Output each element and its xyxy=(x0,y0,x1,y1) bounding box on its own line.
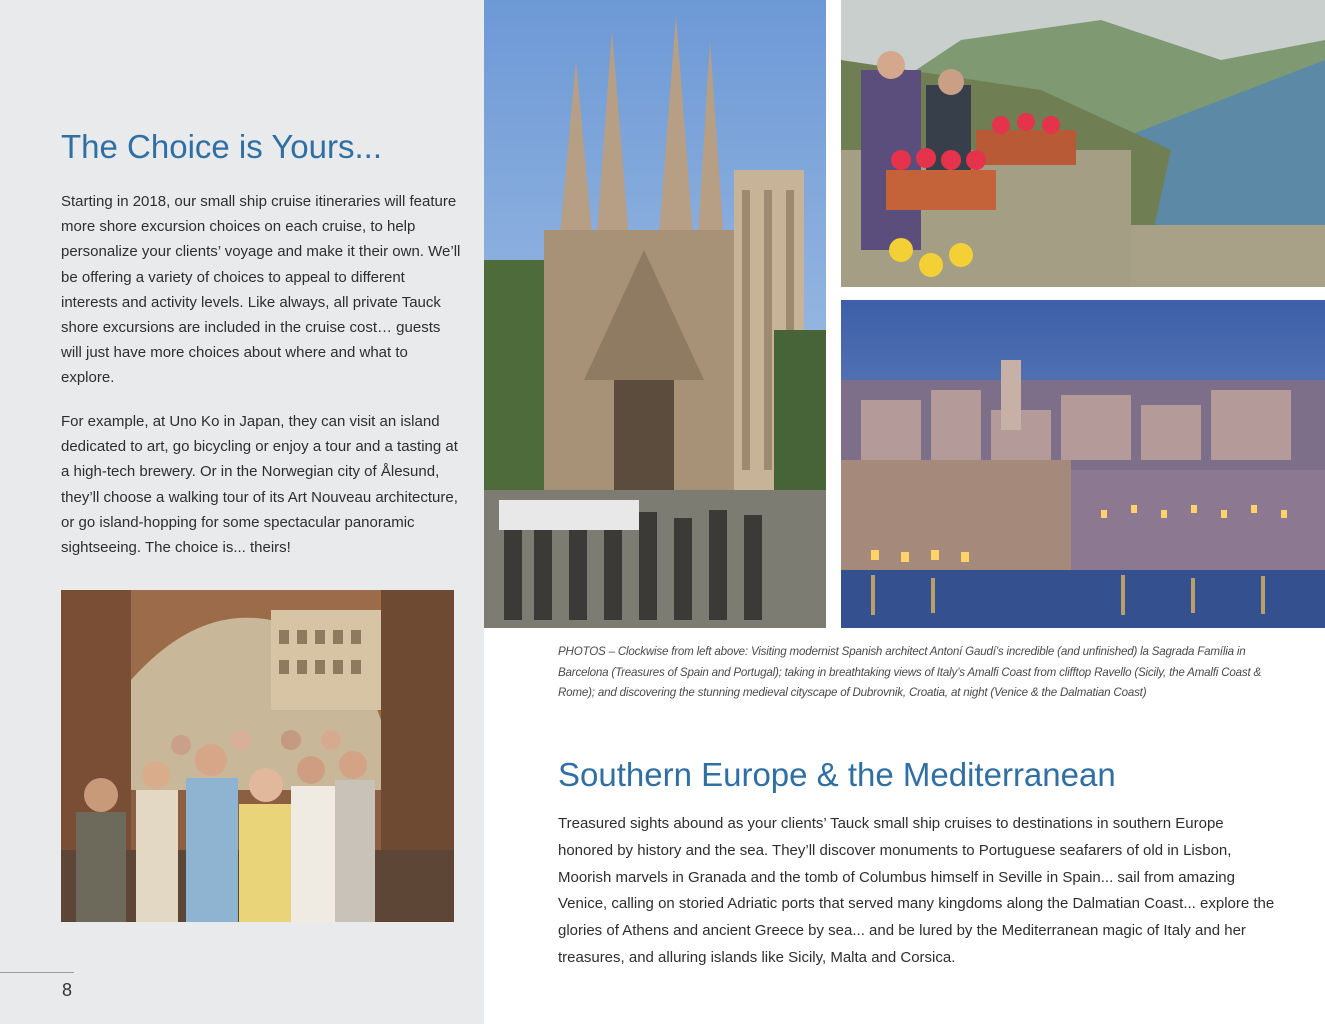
choice-heading: The Choice is Yours... xyxy=(61,128,383,165)
colosseum-group-photo xyxy=(61,590,454,922)
page-number-rule xyxy=(0,972,74,973)
southern-europe-heading: Southern Europe & the Mediterranean xyxy=(558,756,1116,793)
choice-paragraph-2: For example, at Uno Ko in Japan, they can visit an island dedicated to art, go bicycling or enjoy a tour and a tasting at a high-tech brewery. Or in the Norwegian city of Ålesund, they’ll choose a walking tour of its Art Nouveau architecture, or go island-hopping for some spectacular panoramic sightseeing. The choice is... theirs! xyxy=(61,413,458,557)
photo-caption: PHOTOS – Clockwise from left above: Visiting modernist Spanish architect Antoní Gaudí’s incredible (and unfinished) la Sagrada Família in Barcelona (Treasures of Spain and Portugal); taking in breathtaking views of Italy’s Amalfi Coast from clifftop Ravello (Sicily, the Amalfi Coast & Rome); and discovering the stunning medieval cityscape of Dubrovnik, Croatia, at night (Venice & the Dalmatian Coast) xyxy=(558,645,1262,699)
dubrovnik-night-photo xyxy=(841,300,1325,628)
southern-europe-paragraph: Treasured sights abound as your clients’ Tauck small ship cruises to destinations in southern Europe honored by history and the sea. They’ll discover monuments to Portuguese seafarers of old in Lisbon, Moorish marvels in Granada and the tomb of Columbus himself in Seville in Spain... sail from amazing Venice, calling on storied Adriatic ports that served many kingdoms along the Dalmatian Coast... explore the glories of Athens and ancient Greece by sea... and be lured by the Mediterranean magic of Italy and her treasures, and alluring islands like Sicily, Malta and Corsica. xyxy=(558,815,1275,966)
ravello-amalfi-photo xyxy=(841,0,1325,287)
page-number: 8 xyxy=(62,980,73,1000)
choice-paragraph-1: Starting in 2018, our small ship cruise itineraries will feature more shore excursion choices on each cruise, to help personalize your clients’ voyage and make it their own. We’ll be offering a variety of choices to appeal to different interests and activity levels. Like always, all private Tauck shore excursions are included in the cruise cost… guests will just have more choices about where and what to explore. xyxy=(61,193,461,387)
sagrada-familia-photo xyxy=(484,0,826,628)
